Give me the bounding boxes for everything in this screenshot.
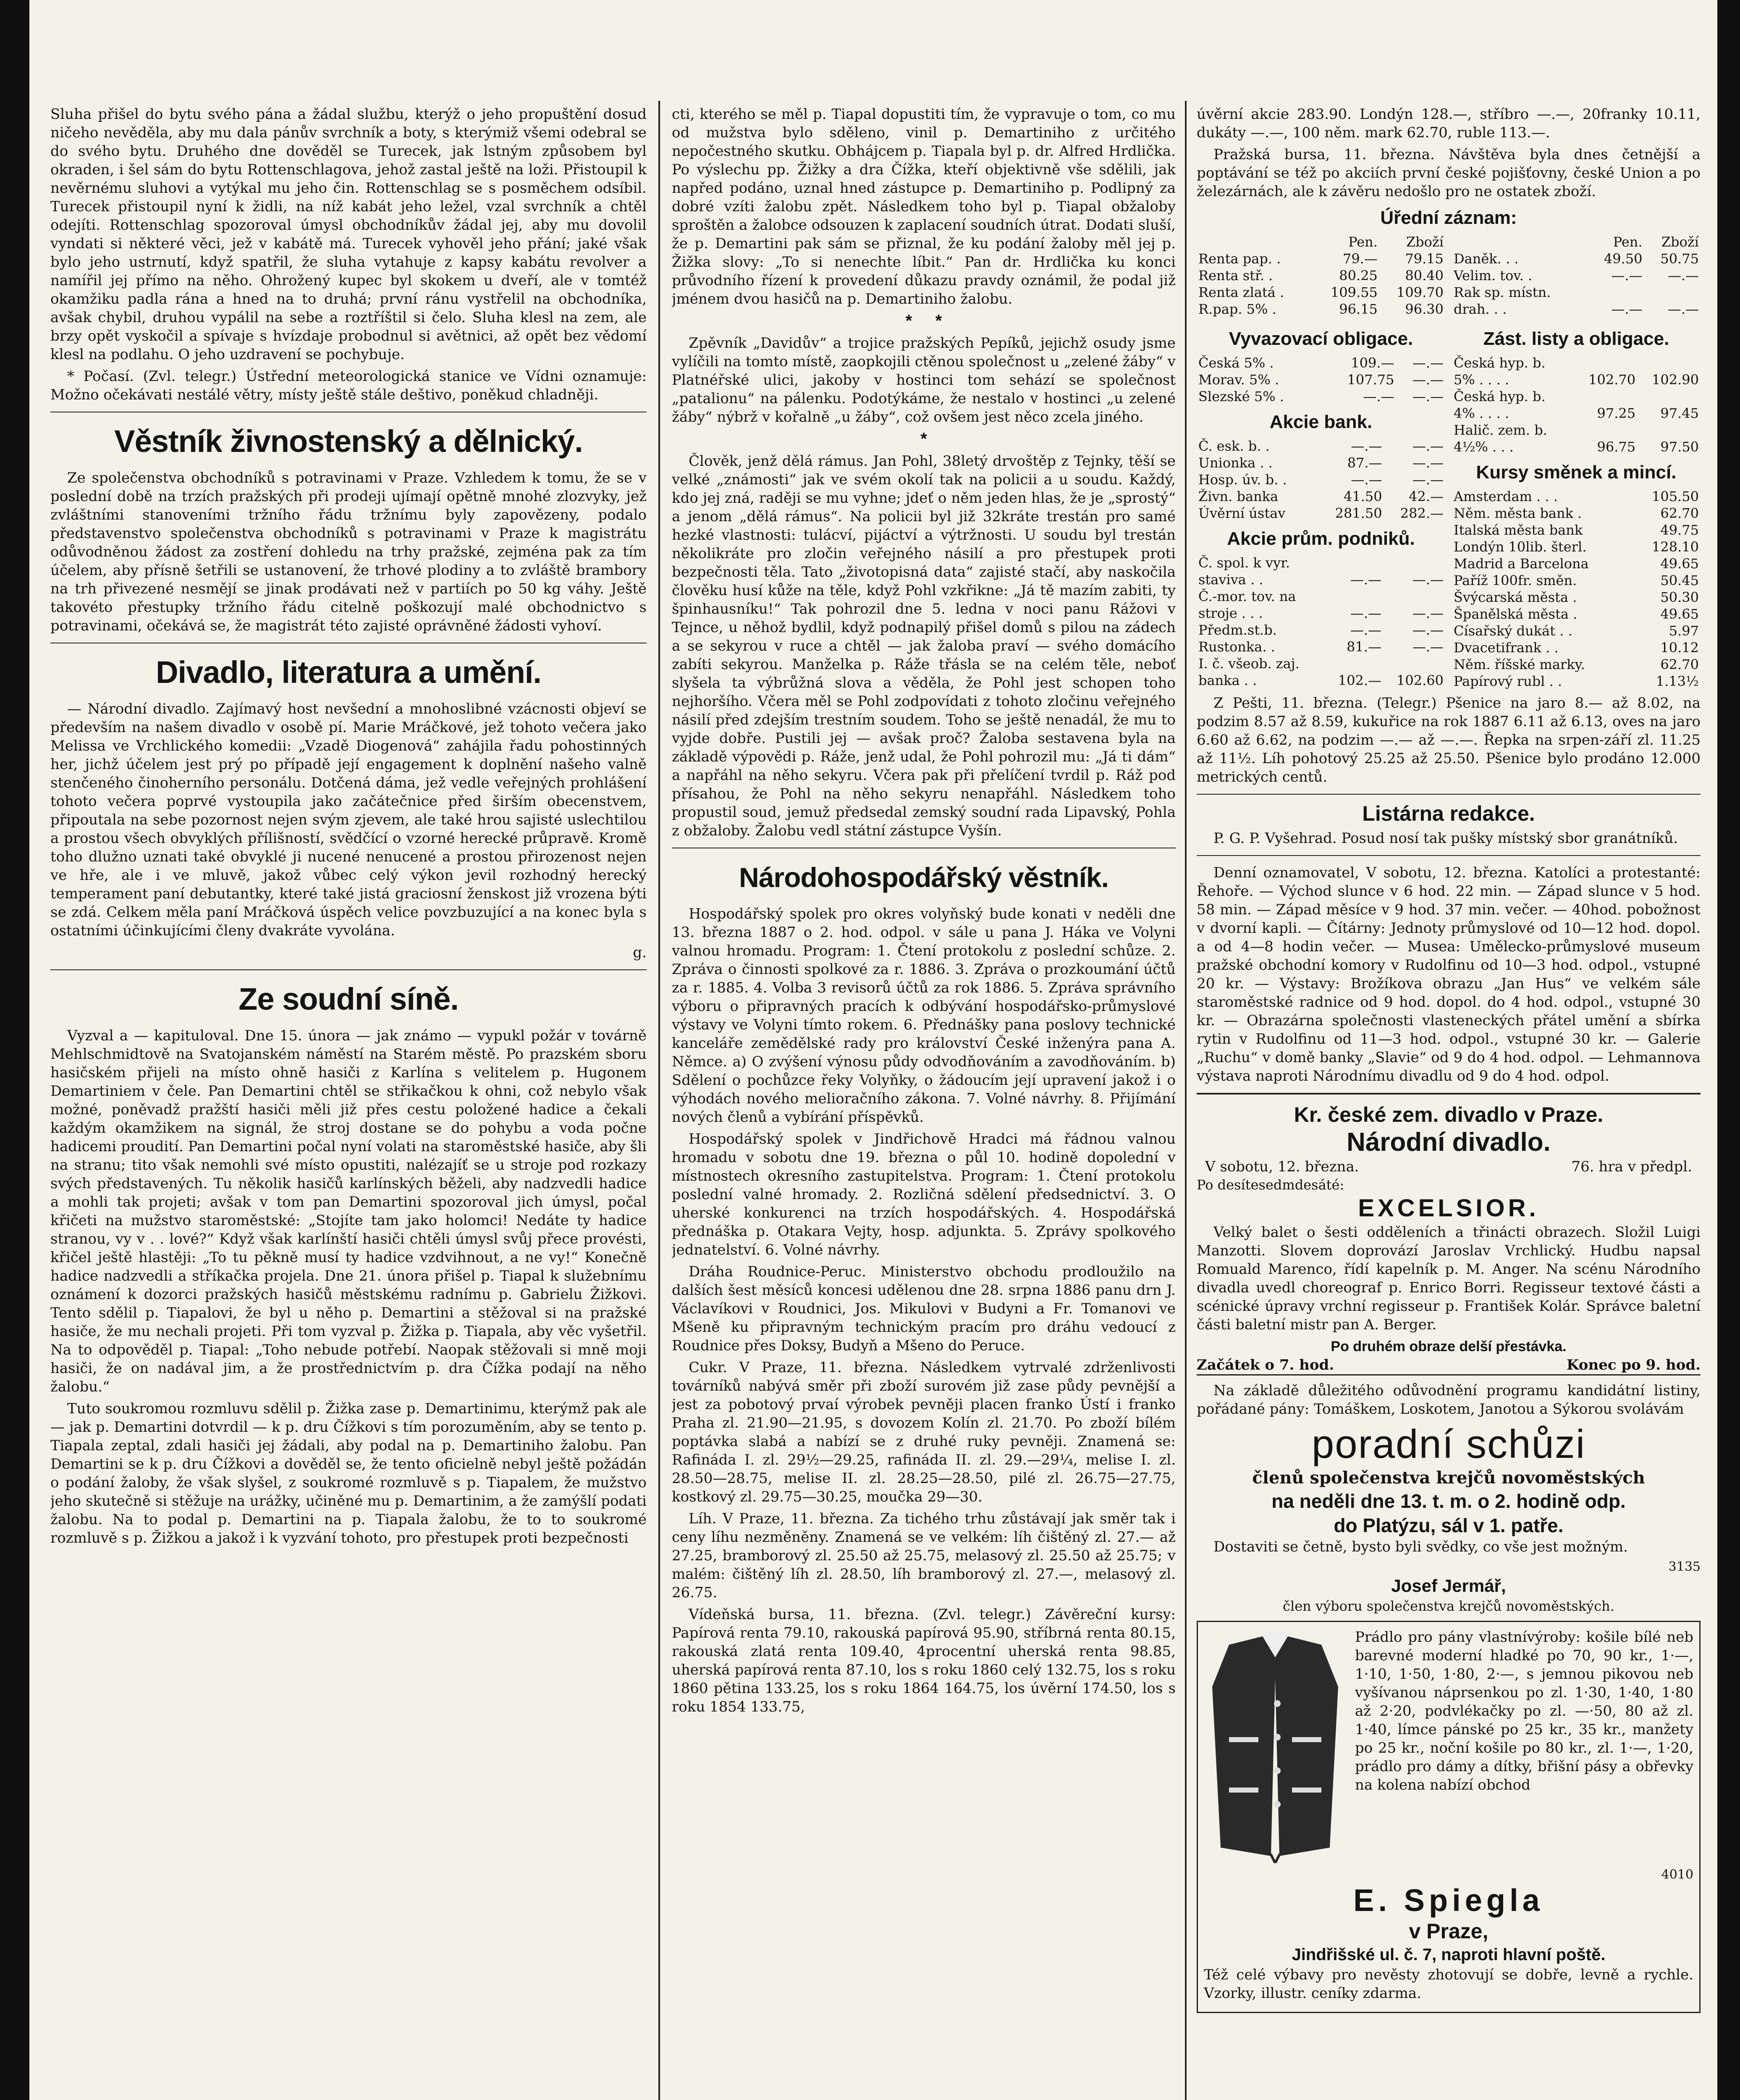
section-heading: Národohospodářský věstník.	[739, 862, 1108, 893]
quote-label: 4% . . . .	[1454, 405, 1509, 421]
quote-row	[1452, 622, 1701, 639]
quote-value: —.—	[1667, 268, 1699, 284]
section-heading: Věstník živnostenský a dělnický.	[114, 424, 583, 459]
quote-value: 102.—	[1338, 672, 1382, 688]
show-title: EXCELSIOR.	[1358, 1194, 1539, 1222]
right-scan-border	[1717, 0, 1740, 2100]
ad-number: 3135	[1668, 1559, 1701, 1574]
article-paragraph: Ze společenstva obchodníků s potravinami v Praze. Vzhledem k tomu, že se v poslední době na trzích pražských při prodeji ujímají opětně mnohé zlozvyky, jež zvláštními stanoveními tržního řádu tržnímu byly zapovězeny, podalo představenstvo společenstva obchodníků s potravinami v Praze k magistrátu odůvodněnou žádost za zostření dohledu na trhy pražské, zejména pak za tím účelem, aby přísně šetřili se ustanovení, že trhové plodiny a to zvláště brambory na trh přivezené nesmějí se jinak prodávati než v partiích po 50 kg váhy. Ještě takovéto přestupky tržního řádu citelně poškozují malé obchodnictvo s potravinami, očekává se, že magistrát této zajisté oprávněné žádosti vyhoví.	[50, 470, 647, 634]
quote-row	[1197, 655, 1445, 672]
section-heading: Listárna redakce.	[1362, 802, 1535, 825]
quote-row	[1197, 605, 1445, 622]
section-heading: Divadlo, literatura a umění.	[156, 655, 541, 690]
quote-value: 50.30	[1660, 589, 1699, 605]
quote-value: 102.90	[1652, 372, 1699, 388]
quote-label: Daněk. . .	[1454, 251, 1519, 267]
quote-label: Paříž 100fr. směn.	[1454, 572, 1577, 588]
quote-label: Císařský dukát . .	[1454, 623, 1572, 639]
clothing-ad	[1197, 1621, 1701, 2013]
quote-row	[1452, 522, 1701, 538]
divider	[50, 969, 647, 970]
quote-row	[1197, 250, 1445, 267]
quote-row	[1452, 371, 1701, 388]
quote-label: drah. . .	[1454, 301, 1507, 317]
quote-label: Španělská města .	[1454, 606, 1578, 622]
quote-value	[1574, 422, 1637, 438]
article-paragraph: Dráha Roudnice-Peruc. Ministerstvo obchodu prodloužilo na dalších šest měsíců koncesi udělenou dne 28. srpna 1886 panu drn J. Václavíkovi v Roudnici, Jos. Mikulovi v Budyni a Fr. Tomanovi ve Mšeně ku připravným technickým pracím pro dráhu vedoucí z Roudnice přes Doksy, Budyň a Mšeno do Peruce.	[672, 1263, 1176, 1354]
quote-value: 282.—	[1400, 505, 1444, 521]
pledges-table	[1452, 354, 1701, 455]
divider	[1197, 855, 1701, 856]
quote-value: —.—	[1667, 301, 1699, 317]
quote-row	[1197, 284, 1445, 301]
quote-label: staviva . .	[1198, 572, 1263, 588]
quote-value: —.—	[1611, 268, 1643, 284]
column-1	[50, 105, 647, 2100]
quote-row	[1197, 371, 1445, 388]
article-paragraph: Hospodářský spolek v Jindřichově Hradci má řádnou valnou hromadu v sobotu dne 19. března o půl 10. hodině dopolední v místnostech okresního zastupitelstva. Program: 1. Čtení protokolu poslední valné hromady. 2. Rozličná sdělení předsednictví. 3. O uherské konkurenci na trzích hospodářských. 4. Hospodářská přednáška p. Otakara Vejty, hosp. adjunkta. 5. Zprávy spolkového jednatelství. 6. Volné návrhy.	[672, 1131, 1176, 1258]
quote-value: 79.15	[1405, 251, 1444, 267]
quote-row	[1452, 589, 1701, 606]
left-scan-border	[0, 0, 29, 2100]
quote-row	[1452, 354, 1701, 371]
article-paragraph: Zpěvník „Davidův“ a trojice pražských Pepíků, jejichž osudy jsme vylíčili na tomto místě, zaopkojili ctěnou společnost u „zelené žáby“ v Platnéřské ulici, jakoby v hostinci tom sehází se společnost „patalionu“ na pálenku. Podotýkáme, že nestalo v hostinci „u zelené žáby“ nýbrž v kořalně „u žáby“, což ovšem jest něco zcela jiného.	[672, 335, 1176, 425]
theater-subtitle: Národní divadlo.	[1347, 1128, 1551, 1157]
quotes-table-left	[1197, 234, 1445, 318]
quote-label: Č. esk. b. .	[1198, 438, 1270, 454]
quote-value	[1383, 588, 1445, 605]
article-paragraph: Člověk, jenž dělá rámus. Jan Pohl, 38letý drvoštěp z Tejnky, těší se velké „známosti“ jak ve svém okolí tak na policii a u soudu. Každý, kdo jej zná, raději se mu vyhne; jdeť o něm jeden hlas, že je „sprostý“ a jenom „dělá rámus“. Na policii byl již 32kráte trestán pro samé hezké vlastnosti: tulácví, pijáctví a výtržnosti. U soudu byl trestán několikráte pro zločin veřejného násilí a pro přestupek proti bezpečnosti těla. Tato „životopisná data“ zajisté stačí, aby naskočila člověku husí kůže na těle, když Pohl vzkřikne: „Já tě mazím zabiti, ty špinhausníku!“ Tak pohrozil dne 5. ledna v noci panu Rážovi v Tejnce, u něhož bydlil, když podnapilý přišel domů s pilou na zádech a se sekyrou v ruce a chtěl — jak žaloba praví — svého domácího zabíti sekyrou. Manželka p. Ráže třásla se na celém těle, neboť slyšela ta výbrůžná slova a věděla, že Pohl jest schopen toho nejhoršího. Včera měl se Pohl zodpovídati z tohoto zločinu veřejného násilí před zdejším trestním soudem. Toho se ještě nenadál, že mu to vyjde dobře. Pustili jej — avšak proč? Žaloba sestavena byla na základě výpovědi p. Ráže, jenž udal, že Pohl pohrozil mu: „Já ti dám“ a napřáhl na něho sekyru. Včera pak při přelíčení tvrdil p. Ráž pod přísahou, že Pohl na něho sekyru nenapřáhl. Následkem toho propustil soud, jemuž předsedal zemský soudní rada Lipavský, Pohla z obžaloby. Žalobu vedl státní zástupce Vyšín.	[672, 453, 1176, 839]
quote-label: Česká 5% .	[1198, 355, 1274, 371]
quote-value: 41.50	[1343, 488, 1382, 504]
quote-value: 49.65	[1660, 556, 1699, 572]
quote-row	[1197, 672, 1445, 689]
meeting-note: Dostaviti se četně, bysto byli svědky, co vše jest možným.	[1213, 1538, 1628, 1555]
divider	[1197, 1093, 1701, 1095]
meeting-signer-role: člen výboru společenstva krejčů novoměstských.	[1283, 1598, 1614, 1614]
quote-row	[1452, 301, 1701, 318]
quote-row	[1197, 454, 1445, 471]
quote-value	[1383, 554, 1445, 571]
quote-value: 62.70	[1660, 505, 1699, 521]
quote-value: 102.70	[1588, 372, 1636, 388]
table-heading: Akcie prům. podniků.	[1227, 528, 1415, 549]
article-paragraph: Tuto soukromou rozmluvu sdělil p. Žižka zase p. Demartinimu, kterýmž pak ale — jak p. Demartini dotvrdil — k p. dru Čížkovi s tím porozuměním, aby se tento p. Tiapala zeptal, zdali hasiči jej žádali, aby podal na p. Demartiniho žalobu. Pan Demartini se k p. dru Čížkovi a dověděl se, že tento oficielně nebyl ještě požádán o podání žaloby, že však slyšel, z soukromé rozmluvě s p. Tiapalem, že mužstvo jeho skutečně si stěžuje na urážky, učiněné mu p. Demartinim, a že zamýšlí podati žalobu. Na to podal p. Demartini na p. Tiapala žalobu, že to to soukromé rozmluvě s p. Žižkou a jakož i k vyzvání tohoto, pro přestupek proti bezpečnosti	[50, 1400, 647, 1546]
end-time: Konec po 9. hod.	[1567, 1357, 1701, 1373]
quote-row	[1197, 354, 1445, 371]
asterisk-divider: *	[920, 430, 927, 448]
quote-value: 42.—	[1409, 488, 1444, 504]
theater-date-row	[1197, 1158, 1701, 1176]
quote-value: 80.25	[1339, 268, 1378, 284]
quote-row	[1197, 471, 1445, 488]
ad-number: 4010	[1661, 1867, 1693, 1882]
table-heading: Úřední záznam:	[1380, 207, 1517, 228]
col-header: Zboží	[1406, 234, 1444, 250]
bank-table	[1197, 438, 1445, 522]
quote-label: Švýcarská města .	[1454, 589, 1577, 605]
quote-label: Renta zlatá .	[1198, 284, 1284, 300]
quote-value: 10.12	[1660, 640, 1699, 656]
market-paragraph: Z Pešti, 11. března. (Telegr.) Pšenice na jaro 8.— až 8.02, na podzim 8.57 až 8.59, kukuřice na rok 1887 6.11 až 6.13, oves na jaro 6.60 až 6.62, na podzim —.— až —.—. Řepka na srpen-září zl. 11.25 až 11½. Líh pohotový 25.25 až 25.50. Pšenice bylo prodáno 12.000 metrických centů.	[1197, 695, 1701, 785]
article-paragraph: Vyzval a — kapituloval. Dne 15. února — jak známo — vypukl požár v továrně Mehlschmidtově na Svatojanském náměstí na Starém městě. Po prazském sboru hasičském přijeli na místo ohně hasiči z Karlína s velitelem p. Hugonem Demartiniem v čele. Pan Demartini chtěl se střikačkou k ohni, což nebylo však možné, poněvadž pražští hasiči měli již přes cestu položené hadice a čekali každým okamžikem na signál, že stroj dostane se do pohybu a voda počne hadicemi proudití. Pan Demartini počal nyní volati na staroměstské hasiče, aby šli na stranu; tito však nemohli své místo opustiti, nalézajíť se u stroje pod rozkazy svých představených. Tu několik hasičů karlínských běželi, aby nadzvedli hadice a mohli tak projeti; avšak v tom pan Demartini spozoroval jich úmysl, počal křičeti na mužstvo staroměstské: „Stojíte tam jako holomci! Nedáte ty hadice stranou, vy v . . lové?“ Když však karlínští hasiči chtěli úmysl svůj přece provésti, křičel ještě hlastěji: „To tu pěkně musí ty hadice vzdvihnout, a ne vy!“ Konečně hadice nadzvedli a stříkačka projela. Dne 21. února přišel p. Tiapal k služebnímu oznámení k dozorci pražských hasičů městskému radnímu p. Gabrielu Žižkovi. Tento sdělil p. Tiapalovi, že byl u něho p. Demartini a stěžoval si na pražské hasiče, že mu nechali projeti. Při tom vyzval p. Žižka p. Tiapala, aby věc vyšetřil. Na to odpověděl p. Tiapal: „Toho nebude potřebí. Naopak stěžovali si mně moji hasiči, že on nadával jim, a že prostřednictvím p. dra Čížka podají na něho žalobu.“	[50, 1027, 647, 1395]
quotes-table-right	[1452, 234, 1701, 318]
quote-value: —.—	[1351, 472, 1382, 488]
quote-row	[1197, 571, 1445, 588]
quote-row	[1197, 438, 1445, 454]
quote-value: —.—	[1412, 438, 1444, 454]
quote-value	[1637, 388, 1701, 405]
quote-value: 49.50	[1604, 251, 1643, 267]
quote-value: 49.65	[1660, 606, 1699, 622]
quote-row	[1197, 588, 1445, 605]
quote-value: 1.13½	[1656, 673, 1699, 689]
quote-row	[1197, 505, 1445, 522]
quote-row	[1197, 301, 1445, 318]
quote-value: 96.15	[1339, 301, 1378, 317]
meeting-when: na neděli dne 13. t. m. o 2. hodině odp.	[1271, 1490, 1626, 1512]
daily-announcer: Denní oznamovatel, V sobotu, 12. března. Katolíci a protestanté: Řehoře. — Východ slunce v 6 hod. 22 min. — Západ slunce v 5 hod. 58 min. — Západ měsíce v 9 hod. 37 min. večer. — 40hod. pobožnost v dvorní kapli. — Čítárny: Jednoty průmyslové od 10—12 hod. dopol. a od 4—8 hodin večer. — Musea: Umělecko-průmyslové museum pražské obchodní komory v Rudolfinu od 10—3 hod. odpol., vstupné 20 kr. — Výstavy: Brožíkova obrazu „Jan Hus“ ve velkém sále staroměstské radnice od 9 hod. dopol. do 4 hod. odpol., vstupné 30 kr. — Obrazárna společnosti vlasteneckých přátel umění a sbírka rytin v Rudolfinu od 11—3 hod. odpol., vstupné 30 kr. — Galerie „Ruchu“ v domě banky „Slavie“ od 9 do 4 hod. odpol. — Lehmannova výstava naproti Národnímu divadlu od 9 do 4 hod. odpol.	[1197, 864, 1701, 1084]
intermission-note: Po druhém obraze delší přestávka.	[1331, 1339, 1567, 1354]
quote-label: Morav. 5% .	[1198, 372, 1279, 388]
divider	[1197, 794, 1701, 795]
quote-value: 49.75	[1660, 522, 1699, 538]
quote-label: Něm. říšské marky.	[1454, 656, 1585, 672]
quote-value: —.—	[1412, 605, 1444, 621]
quote-label: Amsterdam . . .	[1454, 488, 1558, 504]
quote-value	[1383, 655, 1445, 672]
quote-row	[1197, 554, 1445, 571]
quote-label: 4½% . . .	[1454, 439, 1514, 455]
quote-value	[1644, 284, 1701, 301]
quote-row	[1452, 555, 1701, 572]
market-paragraph: Pražská bursa, 11. března. Návštěva byla dnes četnější a poptávání se též po akciích první české pojišťovny, české Union a po železárnách, ale k závěru nedošlo pro ne ostatek zboží.	[1197, 146, 1701, 200]
quote-value: —.—	[1611, 301, 1643, 317]
quote-label: Česká hyp. b.	[1454, 388, 1546, 404]
quote-row	[1452, 488, 1701, 505]
quote-value: 105.50	[1652, 488, 1699, 504]
firm-name: E. Spiegla	[1353, 1883, 1544, 1918]
quote-value: —.—	[1412, 572, 1444, 588]
clothing-footer: Též celé výbavy pro nevěsty zhotovují se dobře, levně a rychle. Vzorky, illustr. ceníky zdarma.	[1204, 1966, 1693, 2002]
article-paragraph: Sluha přišel do bytu svého pána a žádal službu, kterýž o jeho propuštění dosud ničeho nevěděla, aby mu dala pánův svrchník a boty, s kterýmiž všemi odebral se do svého bytu. Druhého dne dověděl se Turecek, jak lstným způsobem byl okraden, i šel sám do bytu Rottenschlagova, jehož zastal ještě na loži. Přistoupil k nevěrnému sluhovi a vytýkal mu jeho čin. Rottenschlag se s posměchem odsíbil. Turecek přistoupil nyní k židli, na níž kabát jeho ležel, vzal svrchník a chtěl odejíti. Rottenschlag spozoroval úmysl obchodníkův žádal jej, aby mu dovolil vyndati si některé věci, jež v kabátě má. Turecek vyhověl jeho přání; jaké však bylo jeho ustrnutí, když spatřil, že sluha vytahuje z kapsy kabátu revolver a namířil jej přímo na něho. Ohrožený kupec byl skokem u dveří, ale v tomtéž okamžiku padla rána a hned na to druhá; první ránu vystřelil na obchodníka, avšak chybil, druhou vypálil na sebe a roztříštil si čelo. Sluha klesl na zem, ale brzy opět vyskočil a spívaje s hvízdaje probodnul si avětnici, až opět bez vědomí klesl na podlahu. O jeho uzdravení se pochybuje.	[50, 106, 647, 363]
quote-row	[1452, 606, 1701, 622]
table-heading: Kursy směnek a mincí.	[1476, 462, 1677, 483]
quote-label: Halič. zem. b.	[1454, 422, 1547, 438]
quote-value	[1637, 422, 1701, 438]
quote-value: 97.45	[1660, 405, 1699, 421]
quote-label: Dvacetifrank . .	[1454, 640, 1559, 656]
quote-value: 5.97	[1669, 623, 1699, 639]
quote-value: 87.—	[1347, 455, 1382, 471]
quote-value: 81.—	[1347, 639, 1382, 655]
theater-subscription: 76. hra v předpl.	[1571, 1158, 1692, 1175]
quote-value	[1588, 284, 1644, 301]
quote-label: Renta pap. .	[1198, 251, 1281, 267]
show-times	[1197, 1356, 1701, 1376]
quote-value: 107.75	[1347, 372, 1394, 388]
quote-value: 62.70	[1660, 656, 1699, 672]
quote-label: I. č. všeob. zaj.	[1198, 656, 1300, 672]
column-rule	[1185, 101, 1187, 2100]
meeting-where: do Platýzu, sál v 1. patře.	[1334, 1515, 1564, 1536]
start-time: Začátek o 7. hod.	[1197, 1357, 1334, 1373]
meeting-notice	[1197, 1381, 1701, 1615]
show-description: Velký balet o šesti odděleních a třinácti obrazech. Složil Luigi Manzotti. Slovem doprovází Jaroslav Vrchlický. Hudbu napsal Romuald Marenco, řídí kapelník p. M. Anger. Na scénu Národního divadla uvedl choreograf p. Enrico Borri. Regisseur textové části a scénické úpravy vrchní regisseur p. František Kolár. Správce baletní části baletní mistr pan A. Berger.	[1197, 1224, 1701, 1333]
quote-value: 109.55	[1330, 284, 1378, 300]
quote-value: 128.10	[1652, 539, 1699, 555]
column-2	[672, 105, 1176, 2100]
quote-label: Madrid a Barcelona	[1454, 556, 1589, 572]
column-rule	[658, 101, 660, 2100]
quote-row	[1452, 250, 1701, 267]
quote-label: Č. spol. k vyr.	[1198, 555, 1290, 571]
quote-label: Italská města bank	[1454, 522, 1583, 538]
article-paragraph: Cukr. V Praze, 11. března. Následkem vytrvalé zdrženlivosti továrníků nabývá směr při zboží surovém již zase půdy pevnější a jest za pobotový prvaí výrobek pevněji placen franko Ústí i franko Praha zl. 21.90—21.95, s dovozem Kolín zl. 21.70. Po zboží bílém poptávka slabá a nabízí se z druhé ruky pevněji. Znamená se: Rafináda I. zl. 29½—29.25, rafináda II. zl. 29.—29¼, melise I. zl. 28.50—28.75, melise II. zl. 28.25—28.50, pilé zl. 26.75—27.75, kostkový zl. 29.75—30.25, moučka 29—30.	[672, 1359, 1176, 1505]
theater-program	[1197, 1102, 1701, 1376]
col-header: Pen.	[1348, 234, 1378, 250]
quote-value: 96.30	[1405, 301, 1444, 317]
quote-label: banka . .	[1198, 672, 1257, 688]
quote-value: —.—	[1412, 455, 1444, 471]
quote-label: Česká hyp. b.	[1454, 355, 1546, 371]
quote-row	[1452, 267, 1701, 284]
quote-row	[1452, 656, 1701, 673]
quote-label: Unionka . .	[1198, 455, 1273, 471]
weather-report: * Počasí. (Zvl. telegr.) Ústřední meteorologická stanice ve Vídni oznamuje: Možno očekávati nestálé větry, místy ještě stále deštivo, poněkud chladněji.	[50, 368, 647, 403]
quote-label: Předm.st.b.	[1198, 622, 1277, 638]
theater-title: Kr. české zem. divadlo v Praze.	[1294, 1103, 1604, 1126]
quote-value: 97.50	[1660, 439, 1699, 455]
quote-value	[1326, 554, 1383, 571]
quote-value: —.—	[1350, 622, 1382, 638]
col-header: Zboží	[1661, 234, 1699, 250]
meeting-signer: Josef Jermář,	[1391, 1576, 1506, 1596]
quote-label: Něm. města bank .	[1454, 505, 1582, 521]
quote-value	[1326, 588, 1383, 605]
quote-label: R.pap. 5% .	[1198, 301, 1276, 317]
quote-value	[1574, 354, 1637, 371]
quote-value: —.—	[1412, 355, 1444, 371]
meeting-title: poradní schůzi	[1311, 1422, 1586, 1467]
quote-row	[1197, 388, 1445, 405]
col-header: Pen.	[1613, 234, 1643, 250]
quote-value: 50.45	[1660, 572, 1699, 588]
quote-value: —.—	[1412, 472, 1444, 488]
quote-value: 102.60	[1397, 672, 1444, 688]
quote-value: 109.70	[1397, 284, 1444, 300]
quote-value: —.—	[1350, 572, 1382, 588]
bonds-table	[1197, 354, 1445, 405]
quote-label: Živn. banka	[1198, 488, 1279, 504]
quote-label: Č.-mor. tov. na	[1198, 588, 1296, 604]
quote-label: Velim. tov. .	[1454, 268, 1533, 284]
quote-label: Slezské 5% .	[1198, 388, 1284, 404]
waistcoat-illustration	[1204, 1628, 1347, 1863]
author-signature: g.	[633, 944, 647, 961]
quote-value: —.—	[1412, 622, 1444, 638]
quote-row	[1452, 505, 1701, 522]
quote-row	[1452, 284, 1701, 301]
article-paragraph: Vídeňská bursa, 11. března. (Zvl. telegr.) Závěreční kursy: Papírová renta 79.10, rakouská papírová 95.90, stříbrná renta 80.15, rakouská zlatá renta 109.40, 4procentní uherská renta 98.85, uherská papírová renta 87.10, los s roku 1860 celý 132.75, los s roku 1860 pětina 133.25, los s roku 1864 164.75, los úvěrní 174.50, los s roku 1854 133.75,	[672, 1606, 1176, 1715]
quote-label: Úvěrní ústav	[1198, 505, 1286, 521]
exchange-table	[1452, 488, 1701, 690]
table-heading: Zást. listy a obligace.	[1483, 328, 1669, 349]
quote-value: 79.—	[1343, 251, 1378, 267]
official-quotes	[1197, 234, 1701, 318]
column-3	[1197, 105, 1701, 2100]
clothing-text: Prádlo pro pány vlastnívýroby: košile bílé neb barevné moderní hladké po 70, 90 kr., 1·—, 1·10, 1·50, 1·80, 2·—, s jemnou pikovou neb vyšívanou náprsenkou po zl. 1·30, 1·40, 1·80 až 2·20, podvlékačky po zl. —·50, 80 až zl. 1·40, límce pánské po 25 kr., 35 kr., manžety po 25 kr., noční košile po 80 kr., zl. 1·—, 1·20, prádlo pro dámy a dítky, břišní pásy a obřevky na kolena nabízí obchod	[1355, 1629, 1693, 1793]
quote-value: —.—	[1351, 438, 1382, 454]
meeting-intro: Na základě důležitého odůvodnění programu kandidátní listiny, pořádané pány: Tomáškem, Loskotem, Janotou a Sýkorou svolávám	[1197, 1382, 1701, 1418]
table-heading: Akcie bank.	[1269, 412, 1373, 432]
quote-row	[1197, 267, 1445, 284]
quote-value	[1326, 655, 1383, 672]
quote-value: —.—	[1363, 388, 1394, 404]
quote-row	[1452, 639, 1701, 656]
quote-value	[1574, 388, 1637, 405]
quote-row	[1452, 405, 1701, 422]
quote-value: —.—	[1412, 639, 1444, 655]
section-heading: Ze soudní síně.	[238, 982, 459, 1016]
quote-row	[1452, 422, 1701, 438]
letters-text: P. G. P. Vyšehrad. Posud nosí tak pušky místský sbor granátníků.	[1213, 830, 1678, 847]
firm-address: Jindřišské ul. č. 7, naproti hlavní poště.	[1292, 1945, 1606, 1964]
market-paragraph: úvěrní akcie 283.90. Londýn 128.—, stříbro —.—, 20franky 10.11, dukáty —.—, 100 něm. mark 62.70, ruble 113.—.	[1197, 106, 1701, 141]
quote-row	[1197, 622, 1445, 638]
quote-row	[1197, 488, 1445, 505]
quote-label: stroje . . .	[1198, 605, 1263, 621]
quote-value: 80.40	[1405, 268, 1444, 284]
quote-value	[1637, 354, 1701, 371]
firm-city: v Praze,	[1409, 1919, 1488, 1943]
table-heading: Vyvazovací obligace.	[1229, 328, 1413, 349]
industry-table	[1197, 554, 1445, 689]
quote-label: 5% . . . .	[1454, 372, 1509, 388]
article-paragraph: Líh. V Praze, 11. března. Za tichého trhu zůstávají jak směr tak i ceny líhu nezměněny. Znamená se ve velkém: líh čištěný zl. 27.— až 27.25, bramborový zl. 25.50 až 25.75, melasový zl. 25.50 až 25.75; v malém: čištěný líh zl. 28.50, líh bramborový zl. 27.—, melasový zl. 26.75.	[672, 1510, 1176, 1601]
meeting-subtitle: členů společenstva krejčů novoměstských	[1252, 1468, 1645, 1488]
quote-label: Rak sp. místn.	[1454, 284, 1551, 300]
quote-row	[1452, 538, 1701, 555]
article-paragraph: — Národní divadlo. Zajímavý host nevšední a mnohoslibné vzácnosti objeví se především na našem divadlo v osobě pí. Marie Mráčkové, jež tohoto večera jako Melissa ve Vrchlického komedii: „Vzadě Diogenová“ zahájila řadu pohostinných her, jichž účelem jest prý po případě její engagement k doplnění našeho valně stenčeného činoherního personálu. Dotčená dáma, jež vedle veřejných prohlášení tohoto večera poprvé vystoupila jako začátečnice před širším obecenstvem, připoutala na sebe pozornost nejen svým zjevem, ale také hrou sajisté uslechtilou a prostou všech obvyklých přílišností, svědčící o vzorné herecké průpravě. Kromě toho dlužno uznati také obvyklé ji nucené nenucené a prostou přirozenost nejen ve hře, ale i ve mluvě, jakož vůbec celý výkon jevil rozhodný herecký temperament paní debutantky, které také jistá graciosní ženskost již vrozena býti se zdá. Celkem měla paní Mráčková úspěch velice povzbuzující a na konec byla s ostatními účinkujícími členy dvakráte vyvolána.	[50, 701, 647, 939]
quote-row	[1197, 638, 1445, 655]
theater-performance-count: Po desítesedmdesáté:	[1197, 1177, 1344, 1193]
quote-label: Renta stř. .	[1198, 268, 1273, 284]
quote-value: —.—	[1350, 605, 1382, 621]
quote-row	[1452, 572, 1701, 589]
quote-value: 97.25	[1597, 405, 1636, 421]
quote-label: Hosp. úv. b. .	[1198, 472, 1287, 488]
quote-value: —.—	[1412, 372, 1444, 388]
quotes-grid	[1197, 322, 1701, 690]
quote-row	[1452, 438, 1701, 455]
quote-label: Papírový rubl . .	[1454, 673, 1562, 689]
quote-value: 109.—	[1351, 355, 1394, 371]
asterisk-divider: * *	[905, 312, 942, 330]
quote-value: —.—	[1412, 388, 1444, 404]
quote-value: 50.75	[1660, 251, 1699, 267]
theater-date: V sobotu, 12. března.	[1205, 1158, 1359, 1175]
quote-value: 96.75	[1597, 439, 1636, 455]
quote-label: Rustonka. .	[1198, 639, 1275, 655]
article-paragraph: Hospodářský spolek pro okres volyňský bude konati v neděli dne 13. března 1887 o 2. hod. odpol. v sále u pana J. Háka ve Volyni valnou hromadu. Program: 1. Čtení protokolu z poslední schůze. 2. Zpráva o činnosti spolkové za r. 1886. 3. Zpráva o prozkoumání účtů za r. 1885. 4. Volba 3 revisorů účtů za rok 1886. 5. Zpráva správního výboru o připravných pracích k odbývání hospodářsko-průmyslové výstavy ve Volyni tímto rokem. 6. Přednášky pana poslovy technické kanceláře zemědělské rady pro království České inženýra pana A. Němce. a) O zvýšení výnosu půdy odvodňováním a zavodňováním. b) Sdělení o pochůzce řeky Volyňky, o žádoucím její upravení jakož i o výhodách nového melioračního zákona. 7. Volné návrhy. 8. Přijímání nových členů a vybírání příspěvků.	[672, 906, 1176, 1126]
quote-value: 281.50	[1335, 505, 1382, 521]
quote-label: Londýn 10lib. šterl.	[1454, 539, 1587, 555]
quote-row	[1452, 673, 1701, 690]
quote-row	[1452, 388, 1701, 405]
article-paragraph: cti, kterého se měl p. Tiapal dopustiti tím, že vypravuje o tom, co mu od mužstva bylo sděleno, vinil p. Demartiniho z určitého nepočestného skutku. Obhájcem p. Tiapala byl p. dr. Alfred Hrdlička. Po výslechu pp. Žižky a dra Čížka, kteří objektivně vše sdělili, jak napřed podáno, uznal hned zástupce p. Demartiniho p. Podlipný za dobré vzíti žalobu zpět. Následkem toho byl p. Tiapal obžaloby sproštěn a žalobce odsouzen k zaplacení soudních útrat. Dodati sluší, že p. Demartini pak sám se přiznal, že ku podání žaloby měl jej p. Žižka slovy: „To si nenechte líbit.“ Pan dr. Hrdlička ku konci průvodního řízení k provedení důkazu pravdy oznámil, že podal již jménem dvou hasičů na p. Demartiniho žalobu.	[672, 106, 1176, 307]
